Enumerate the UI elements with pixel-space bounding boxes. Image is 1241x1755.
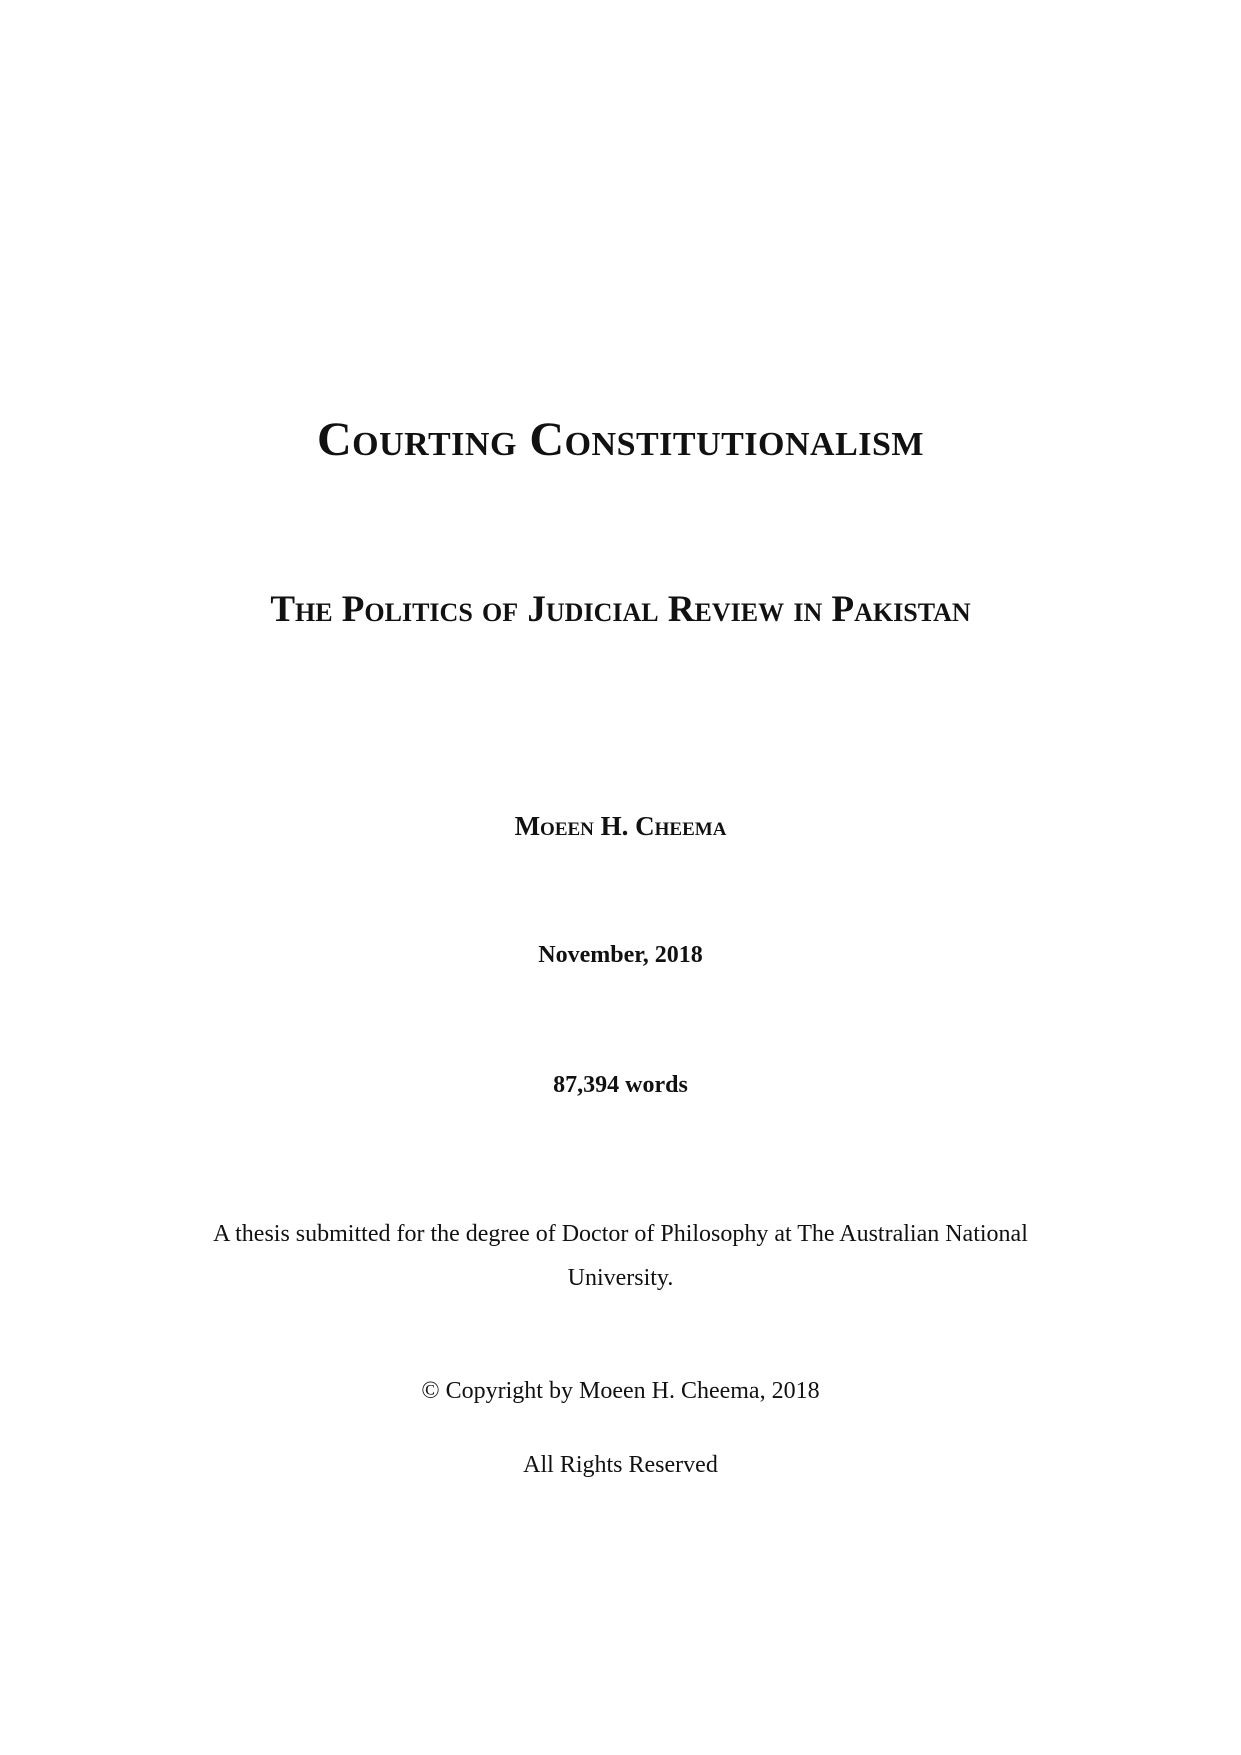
submission-date: November, 2018 bbox=[538, 942, 703, 968]
degree-statement: A thesis submitted for the degree of Doctor of Philosophy at The Australian National University. bbox=[213, 1221, 1028, 1291]
copyright-notice: © Copyright by Moeen H. Cheema, 2018 bbox=[421, 1378, 820, 1404]
author-name: Moeen H. Cheema bbox=[514, 811, 727, 841]
thesis-subtitle: The Politics of Judicial Review in Pakistan bbox=[270, 589, 971, 630]
thesis-title: Courting Constitutionalism bbox=[316, 413, 925, 466]
word-count: 87,394 words bbox=[553, 1072, 688, 1098]
rights-notice: All Rights Reserved bbox=[523, 1452, 718, 1478]
